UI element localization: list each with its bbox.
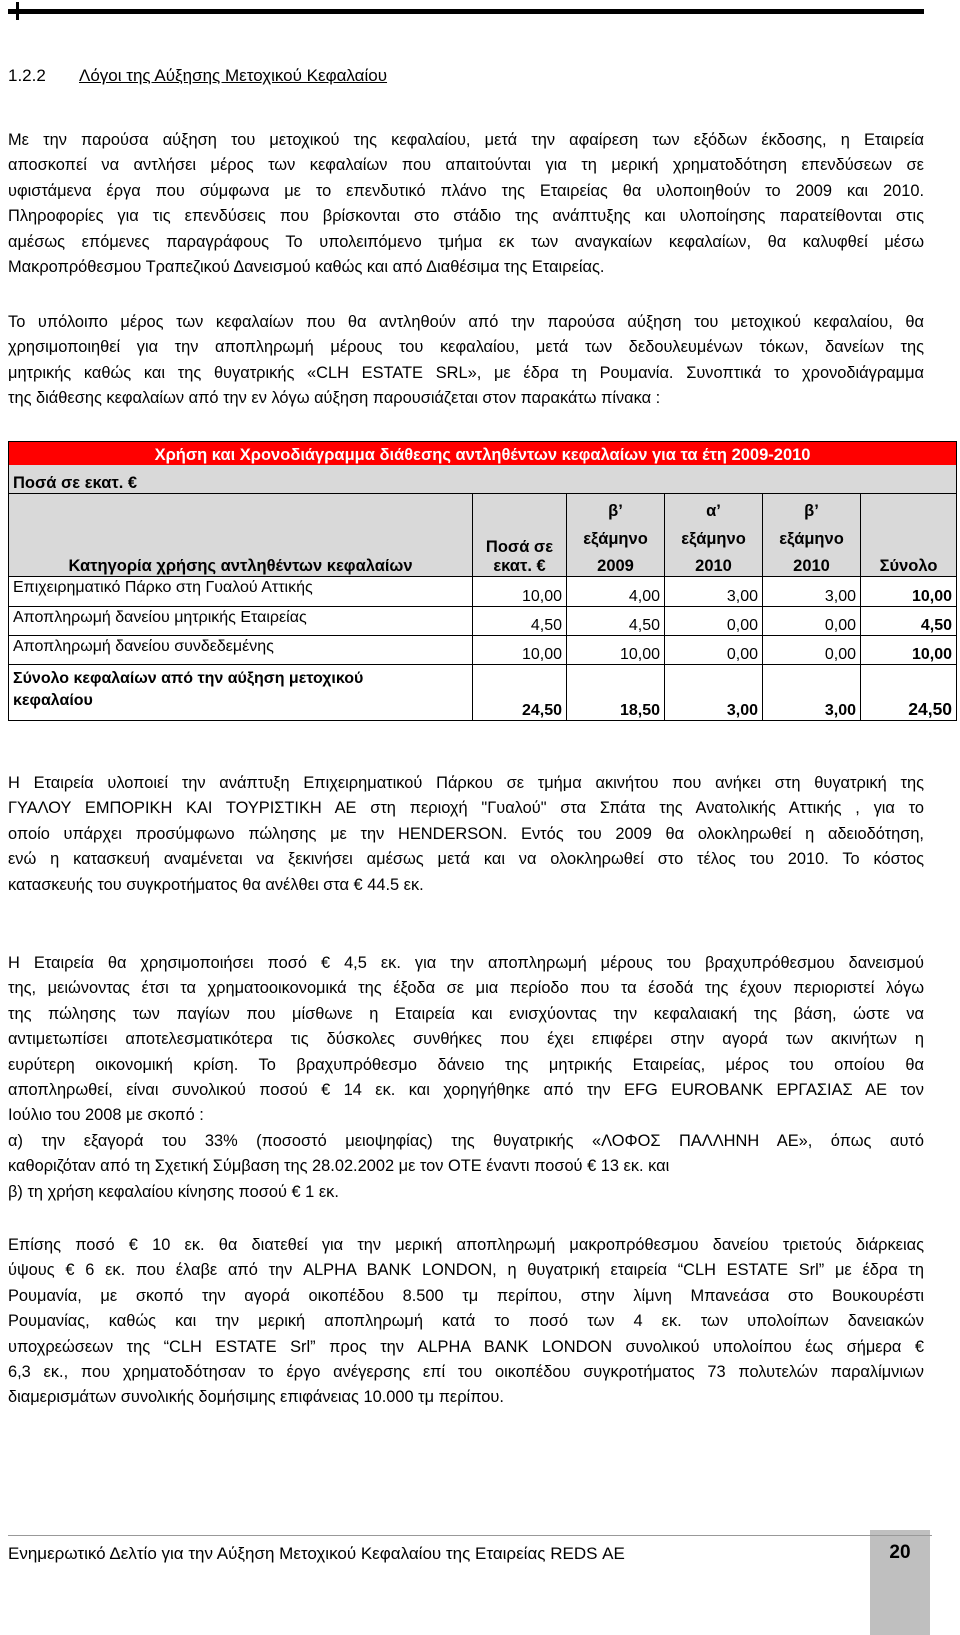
paragraph-remaining-funds	[8, 310, 924, 412]
total-row-label-line1: Σύνολο κεφαλαίων από την αύξηση μετοχικού	[13, 670, 364, 687]
header-h1-year: 2009	[567, 549, 665, 577]
row-h1: 4,50	[567, 607, 665, 636]
header-category: Κατηγορία χρήσης αντληθέντων κεφαλαίων	[9, 494, 473, 577]
text-line: αμέσως επόμενες παραγράφους Το υπολειπόμενο τμήμα εκ των αναγκαίων κεφαλαίων, θα καλυφθεί μέσω	[8, 232, 924, 251]
row-h3: 0,00	[763, 636, 861, 665]
row-h1: 4,00	[567, 577, 665, 607]
text-line: της διάθεσης κεφαλαίων από την εν λόγω αύξηση παρουσιάζεται στον παρακάτω πίνακα :	[8, 389, 661, 408]
text-line: Ρουμανίας, καθώς και την μερική αποπληρωμή κατά το ποσό των 4 εκ. των υπολοίπων δανειακών	[8, 1312, 924, 1331]
header-h1-mid: εξάμηνο	[567, 521, 665, 548]
text-line: ενώ η κατασκευή αναμένεται να ξεκινήσει αμέσως μετά και να ολοκληρωθεί στο τέλος του 2010. Το κόστος	[8, 850, 924, 869]
table-row	[9, 607, 957, 636]
text-line: Επίσης ποσό € 10 εκ. θα διατεθεί για την μερική αποπληρωμή μακροπρόθεσμου δανείου τριετούς διάρκειας	[8, 1236, 924, 1254]
text-line: Με την παρούσα αύξηση του μετοχικού της κεφαλαίου, μετά την αφαίρεση των εξόδων έκδοσης, η Εταιρεία	[8, 131, 924, 149]
total-row-amount: 24,50	[473, 665, 567, 721]
row-total: 10,00	[861, 636, 957, 665]
total-row-h2: 3,00	[665, 665, 763, 721]
header-h2-mid: εξάμηνο	[665, 521, 763, 548]
header-h1-top: β’	[567, 494, 665, 522]
text-line: αποσκοπεί να αντλήσει μέρος των κεφαλαίων που απαιτούνται για τη μερική χρηματοδότηση επενδύσεων σε	[8, 156, 924, 175]
text-line: ευρύτερη οικονομική κρίση. Το βραχυπρόθεσμο δάνειο της μητρικής Εταιρείας, μέρος του οποίου θα	[8, 1055, 924, 1074]
text-line: οποίο υπάρχει προσύμφωνο πώλησης με την HENDERSON. Εντός του 2009 θα ολοκληρωθεί η αδειοδότηση,	[8, 824, 924, 843]
text-line: κατασκευής του συγκροτήματος θα ανέλθει στα € 44.5 εκ.	[8, 875, 424, 894]
row-h2: 0,00	[665, 607, 763, 636]
top-rule-tick	[16, 2, 19, 20]
row-h3: 0,00	[763, 607, 861, 636]
row-amount: 10,00	[473, 636, 567, 665]
row-h2: 0,00	[665, 636, 763, 665]
row-total: 10,00	[861, 577, 957, 607]
header-h3-top: β’	[763, 494, 861, 522]
table-amount-row	[9, 465, 957, 494]
header-h3-year: 2010	[763, 549, 861, 577]
table-title: Χρήση και Χρονοδιάγραμμα διάθεσης αντληθέντων κεφαλαίων για τα έτη 2009-2010	[9, 442, 957, 466]
section-title: Λόγοι της Αύξησης Μετοχικού Κεφαλαίου	[79, 66, 388, 85]
table-title-row	[9, 442, 957, 466]
section-number: 1.2.2	[8, 66, 46, 85]
text-line: χρησιμοποιηθεί για την αποπληρωμή μέρους του κεφαλαίου, μετά των δεδουλευμένων τόκων, δανείων της	[8, 338, 924, 357]
row-h3: 3,00	[763, 577, 861, 607]
total-row-total: 24,50	[861, 665, 957, 721]
total-row-h1: 18,50	[567, 665, 665, 721]
table-total-row	[9, 665, 957, 721]
header-amount	[473, 494, 567, 577]
row-h1: 10,00	[567, 636, 665, 665]
paragraph-intro	[8, 128, 924, 280]
text-line: καθοριζόταν από τη Σχετική Σύμβαση της 28.02.2002 με τον ΟΤΕ έναντι ποσού € 13 εκ. και	[8, 1157, 670, 1176]
header-h2-year: 2010	[665, 549, 763, 577]
paragraph-short-term-loan	[8, 951, 924, 1205]
paragraph-business-park	[8, 771, 924, 898]
header-h3-mid: εξάμηνο	[763, 521, 861, 548]
total-row-label	[9, 665, 473, 721]
row-amount: 4,50	[473, 607, 567, 636]
header-amount-line2: εκατ. €	[493, 557, 546, 575]
text-line: Μακροπρόθεσμου Τραπεζικού Δανεισμού καθώς και από Διαθέσιμα της Εταιρείας.	[8, 258, 605, 277]
text-line: αντιμετωπίσει αποτελεσματικότερα τις δύσκολες συνθήκες που έχει επιφέρει στην αγορά των ακινήτων η	[8, 1030, 924, 1049]
funds-schedule-table	[8, 441, 957, 721]
table-row	[9, 636, 957, 665]
header-amount-line1: Ποσά σε	[485, 538, 554, 556]
text-line: μητρικής καθώς και της θυγατρικής «CLH ESTATE SRL», με έδρα τη Ρουμανία. Συνοπτικά το χρονοδιάγραμμα	[8, 363, 924, 382]
row-amount: 10,00	[473, 577, 567, 607]
table-amount-label: Ποσά σε εκατ. €	[9, 465, 957, 494]
funds-schedule-table-wrapper	[8, 441, 956, 721]
page-number: 20	[889, 1542, 911, 1563]
text-line: Το υπόλοιπο μέρος των κεφαλαίων που θα αντληθούν από την παρούσα αύξηση του μετοχικού κεφαλαίου, θα	[8, 313, 924, 331]
text-line: Η Εταιρεία θα χρησιμοποιήσει ποσό € 4,5 εκ. για την αποπληρωμή μέρους του βραχυπρόθεσμου δανεισμού	[8, 954, 924, 972]
section-heading	[8, 66, 387, 86]
paragraph-long-term-loan	[8, 1233, 924, 1411]
row-h2: 3,00	[665, 577, 763, 607]
footer-rule	[8, 1535, 932, 1536]
table-header-row-1	[9, 494, 957, 522]
row-label: Επιχειρηματικό Πάρκο στη Γυαλού Αττικής	[9, 577, 473, 607]
text-line: ύψους € 6 εκ. που έλαβε από την ALPHA BANK LONDON, η θυγατρική εταιρεία “CLH ESTATE Srl” με έδρα τη	[8, 1261, 924, 1280]
top-rule	[8, 9, 924, 14]
row-label: Αποπληρωμή δανείου μητρικής Εταιρείας	[9, 607, 473, 636]
header-total: Σύνολο	[861, 494, 957, 577]
text-line: Η Εταιρεία υλοποιεί την ανάπτυξη Επιχειρηματικού Πάρκου σε τμήμα ακινήτου που ανήκει στη θυγατρική της	[8, 774, 924, 792]
text-line: Ρουμανία, με σκοπό την αγορά οικοπέδου 8.500 τμ περίπου, στην λίμνη Μπανεάσα στο Βουκουρέστι	[8, 1286, 924, 1305]
text-line: Πληροφορίες για τις επενδύσεις που βρίσκονται στο στάδιο της ανάπτυξης και υλοποίησης παρατείθονται στις	[8, 207, 924, 226]
footer-text: Ενημερωτικό Δελτίο για την Αύξηση Μετοχικού Κεφαλαίου της Εταιρείας REDS ΑΕ	[8, 1544, 625, 1563]
text-line: 6,3 εκ., που χρηματοδότησαν το έργο ανέγερσης επί του οικοπέδου συγκροτήματος 73 πολυτελών παραλίμνιων	[8, 1363, 924, 1382]
text-line: υφιστάμενα έργα που σύμφωνα με το επενδυτικό πλάνο της Εταιρείας θα υλοποιηθούν το 2009 και 2010.	[8, 181, 924, 200]
table-row	[9, 577, 957, 607]
text-line: αποπληρωθεί, είναι συνολικού ποσού € 14 εκ. και χορηγήθηκε από την EFG EUROBANK ΕΡΓΑΣΙΑΣ ΑΕ τον	[8, 1081, 924, 1100]
text-line: ΓΥΑΛΟΥ ΕΜΠΟΡΙΚΗ ΚΑΙ ΤΟΥΡΙΣΤΙΚΗ ΑΕ στη περιοχή "Γυαλού" στα Σπάτα της Ανατολικής Αττικής , για το	[8, 799, 924, 818]
text-line: της, μειώνοντας έτσι τα χρηματοοικονομικά της έξοδα σε μια περίοδο που τα έσοδά της έχουν περιοριστεί λόγω	[8, 979, 924, 998]
total-row-h3: 3,00	[763, 665, 861, 721]
text-line: Ιούλιο του 2008 με σκοπό :	[8, 1106, 204, 1125]
text-line: α) την εξαγορά του 33% (ποσοστό μειοψηφίας) της θυγατρικής «ΛΟΦΟΣ ΠΑΛΛΗΝΗ ΑΕ», όπως αυτό	[8, 1131, 924, 1150]
header-h2-top: α’	[665, 494, 763, 522]
text-line: της πώλησης των παγίων που μίσθωνε η Εταιρεία και ενισχύοντας την κεφαλαιακή της βάση, ώστε να	[8, 1004, 924, 1023]
row-label: Αποπληρωμή δανείου συνδεδεμένης	[9, 636, 473, 665]
text-line: υποχρεώσεων της “CLH ESTATE Srl” προς την ALPHA BANK LONDON συνολικού υπολοίπου έως σήμερα €	[8, 1337, 924, 1356]
text-line: διαμερισμάτων συνολικής δομήσιμης επιφάνειας 10.000 τμ περίπου.	[8, 1388, 504, 1407]
total-row-label-line2: κεφαλαίου	[13, 692, 93, 709]
row-total: 4,50	[861, 607, 957, 636]
text-line: β) τη χρήση κεφαλαίου κίνησης ποσού € 1 εκ.	[8, 1182, 339, 1201]
